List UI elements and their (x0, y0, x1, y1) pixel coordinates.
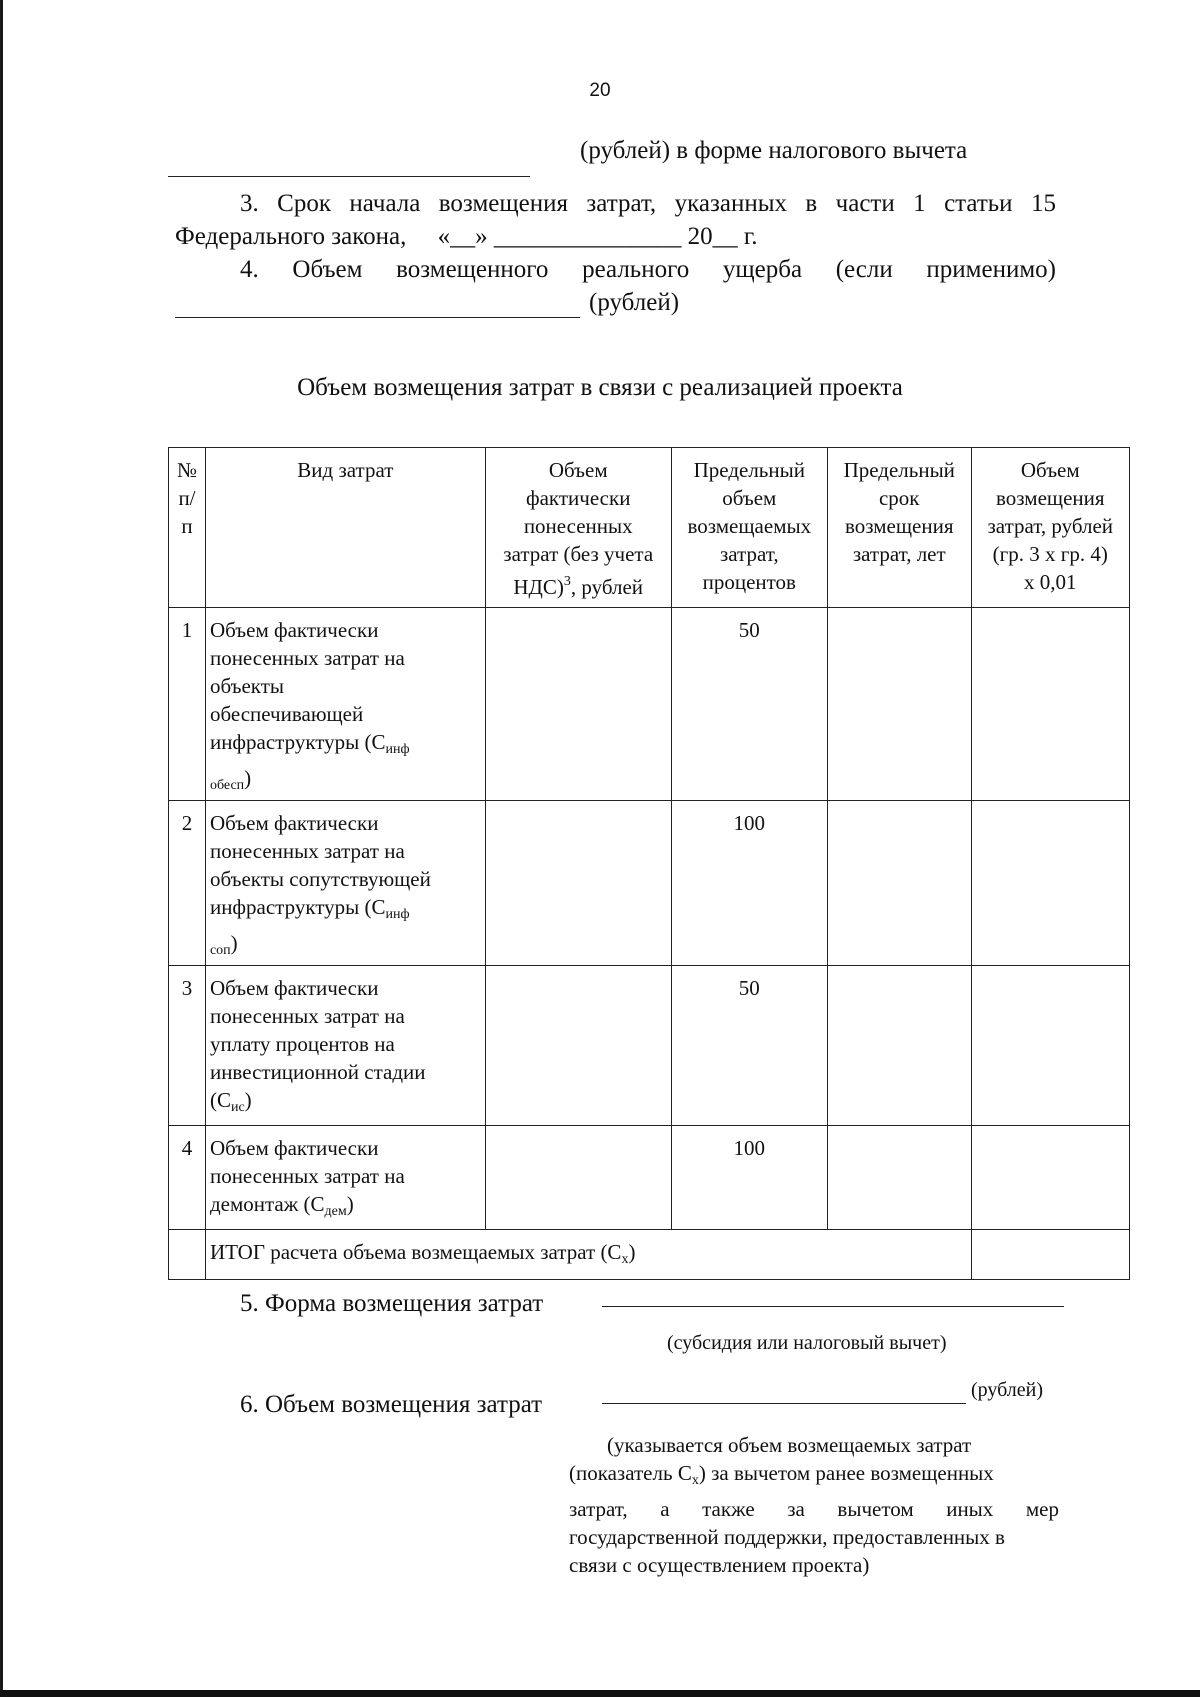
row-cost-type: Объем фактически понесенных затрат на демонтаж $(С_{дем})$ (205, 1126, 485, 1230)
row-reimbursement-volume (971, 1126, 1129, 1230)
row-num: 4 (169, 1126, 206, 1230)
footnote-ref: 3 (563, 574, 571, 589)
item6-blank-line (602, 1403, 966, 1404)
total-label: ИТОГ расчета объема возмещаемых затрат $(С_x)$ (205, 1230, 971, 1280)
row-reimbursement-volume (971, 608, 1129, 801)
item4-line1: 4. Объем возмещенного реального ущерба (если применимо) (240, 256, 1056, 283)
row-actual-costs (485, 966, 671, 1126)
row-max-percent: 100 (671, 1126, 827, 1230)
row-actual-costs (485, 1126, 671, 1230)
item6-note: (указывается объем возмещаемых затрат (показатель $С_x$) за вычетом ранее возмещенных затрат, а также за вычетом иных мер государственной поддержки, предоставленных в связи с осуществлением проекта) (569, 1433, 1059, 1577)
item5-hint: (субсидия или налоговый вычет) (667, 1332, 947, 1354)
row-max-term (827, 966, 971, 1126)
table-header-row (169, 448, 1130, 608)
header-actual-costs: Объем фактически понесенных затрат (без учета НДС)$^3$, рублей (485, 448, 671, 608)
item4-rubles: (рублей) (589, 289, 680, 316)
item3-line2: Федерального закона, «__» _______________ 20__ г. (175, 223, 758, 250)
scan-edge-bottom (0, 1690, 1200, 1697)
rubles-tax-deduction-line: (рублей) в форме налогового вычета (580, 137, 968, 164)
scan-edge-left (0, 0, 3, 1697)
item3-line1: 3. Срок начала возмещения затрат, указанных в части 1 статьи 15 (240, 190, 1056, 217)
table-row (169, 1126, 1130, 1230)
blank-amount-line (168, 176, 530, 177)
costs-table (168, 447, 1130, 1280)
total-value (971, 1230, 1129, 1280)
row-num: 2 (169, 801, 206, 966)
header-max-term: Предельный срок возмещения затрат, лет (827, 448, 971, 608)
header-reimbursement-volume: Объем возмещения затрат, рублей (гр. 3 x гр. 4) x 0,01 (971, 448, 1129, 608)
page-number: 20 (589, 80, 611, 101)
row-max-term (827, 1126, 971, 1230)
row-cost-type: Объем фактически понесенных затрат на уплату процентов на инвестиционной стадии $(С_{ис})$ (205, 966, 485, 1126)
row-actual-costs (485, 608, 671, 801)
header-max-percent: Предельный объем возмещаемых затрат, процентов (671, 448, 827, 608)
item5-label: 5. Форма возмещения затрат (240, 1290, 544, 1317)
item4-blank-line (175, 317, 580, 318)
item6-rubles: (рублей) (971, 1379, 1044, 1401)
row-cost-type: Объем фактически понесенных затрат на объекты обеспечивающей инфраструктуры ($С_{инф}$ $_{обесп}$) (205, 608, 485, 801)
table-row (169, 966, 1130, 1126)
row-max-term (827, 608, 971, 801)
total-row (169, 1230, 1130, 1280)
item5-blank-line (602, 1306, 1064, 1307)
row-reimbursement-volume (971, 966, 1129, 1126)
row-max-term (827, 801, 971, 966)
header-num: № п/ п (169, 448, 206, 608)
row-num: 1 (169, 608, 206, 801)
row-max-percent: 100 (671, 801, 827, 966)
item6-label: 6. Объем возмещения затрат (240, 1391, 543, 1418)
row-actual-costs (485, 801, 671, 966)
section-title: Объем возмещения затрат в связи с реализацией проекта (297, 374, 903, 401)
row-cost-type: Объем фактически понесенных затрат на объекты сопутствующей инфраструктуры ($С_{инф}$ $_{соп}$) (205, 801, 485, 966)
row-reimbursement-volume (971, 801, 1129, 966)
row-max-percent: 50 (671, 608, 827, 801)
table-row (169, 608, 1130, 801)
row-max-percent: 50 (671, 966, 827, 1126)
row-num: 3 (169, 966, 206, 1126)
total-num (169, 1230, 206, 1280)
header-cost-type: Вид затрат (205, 448, 485, 608)
table-row (169, 801, 1130, 966)
